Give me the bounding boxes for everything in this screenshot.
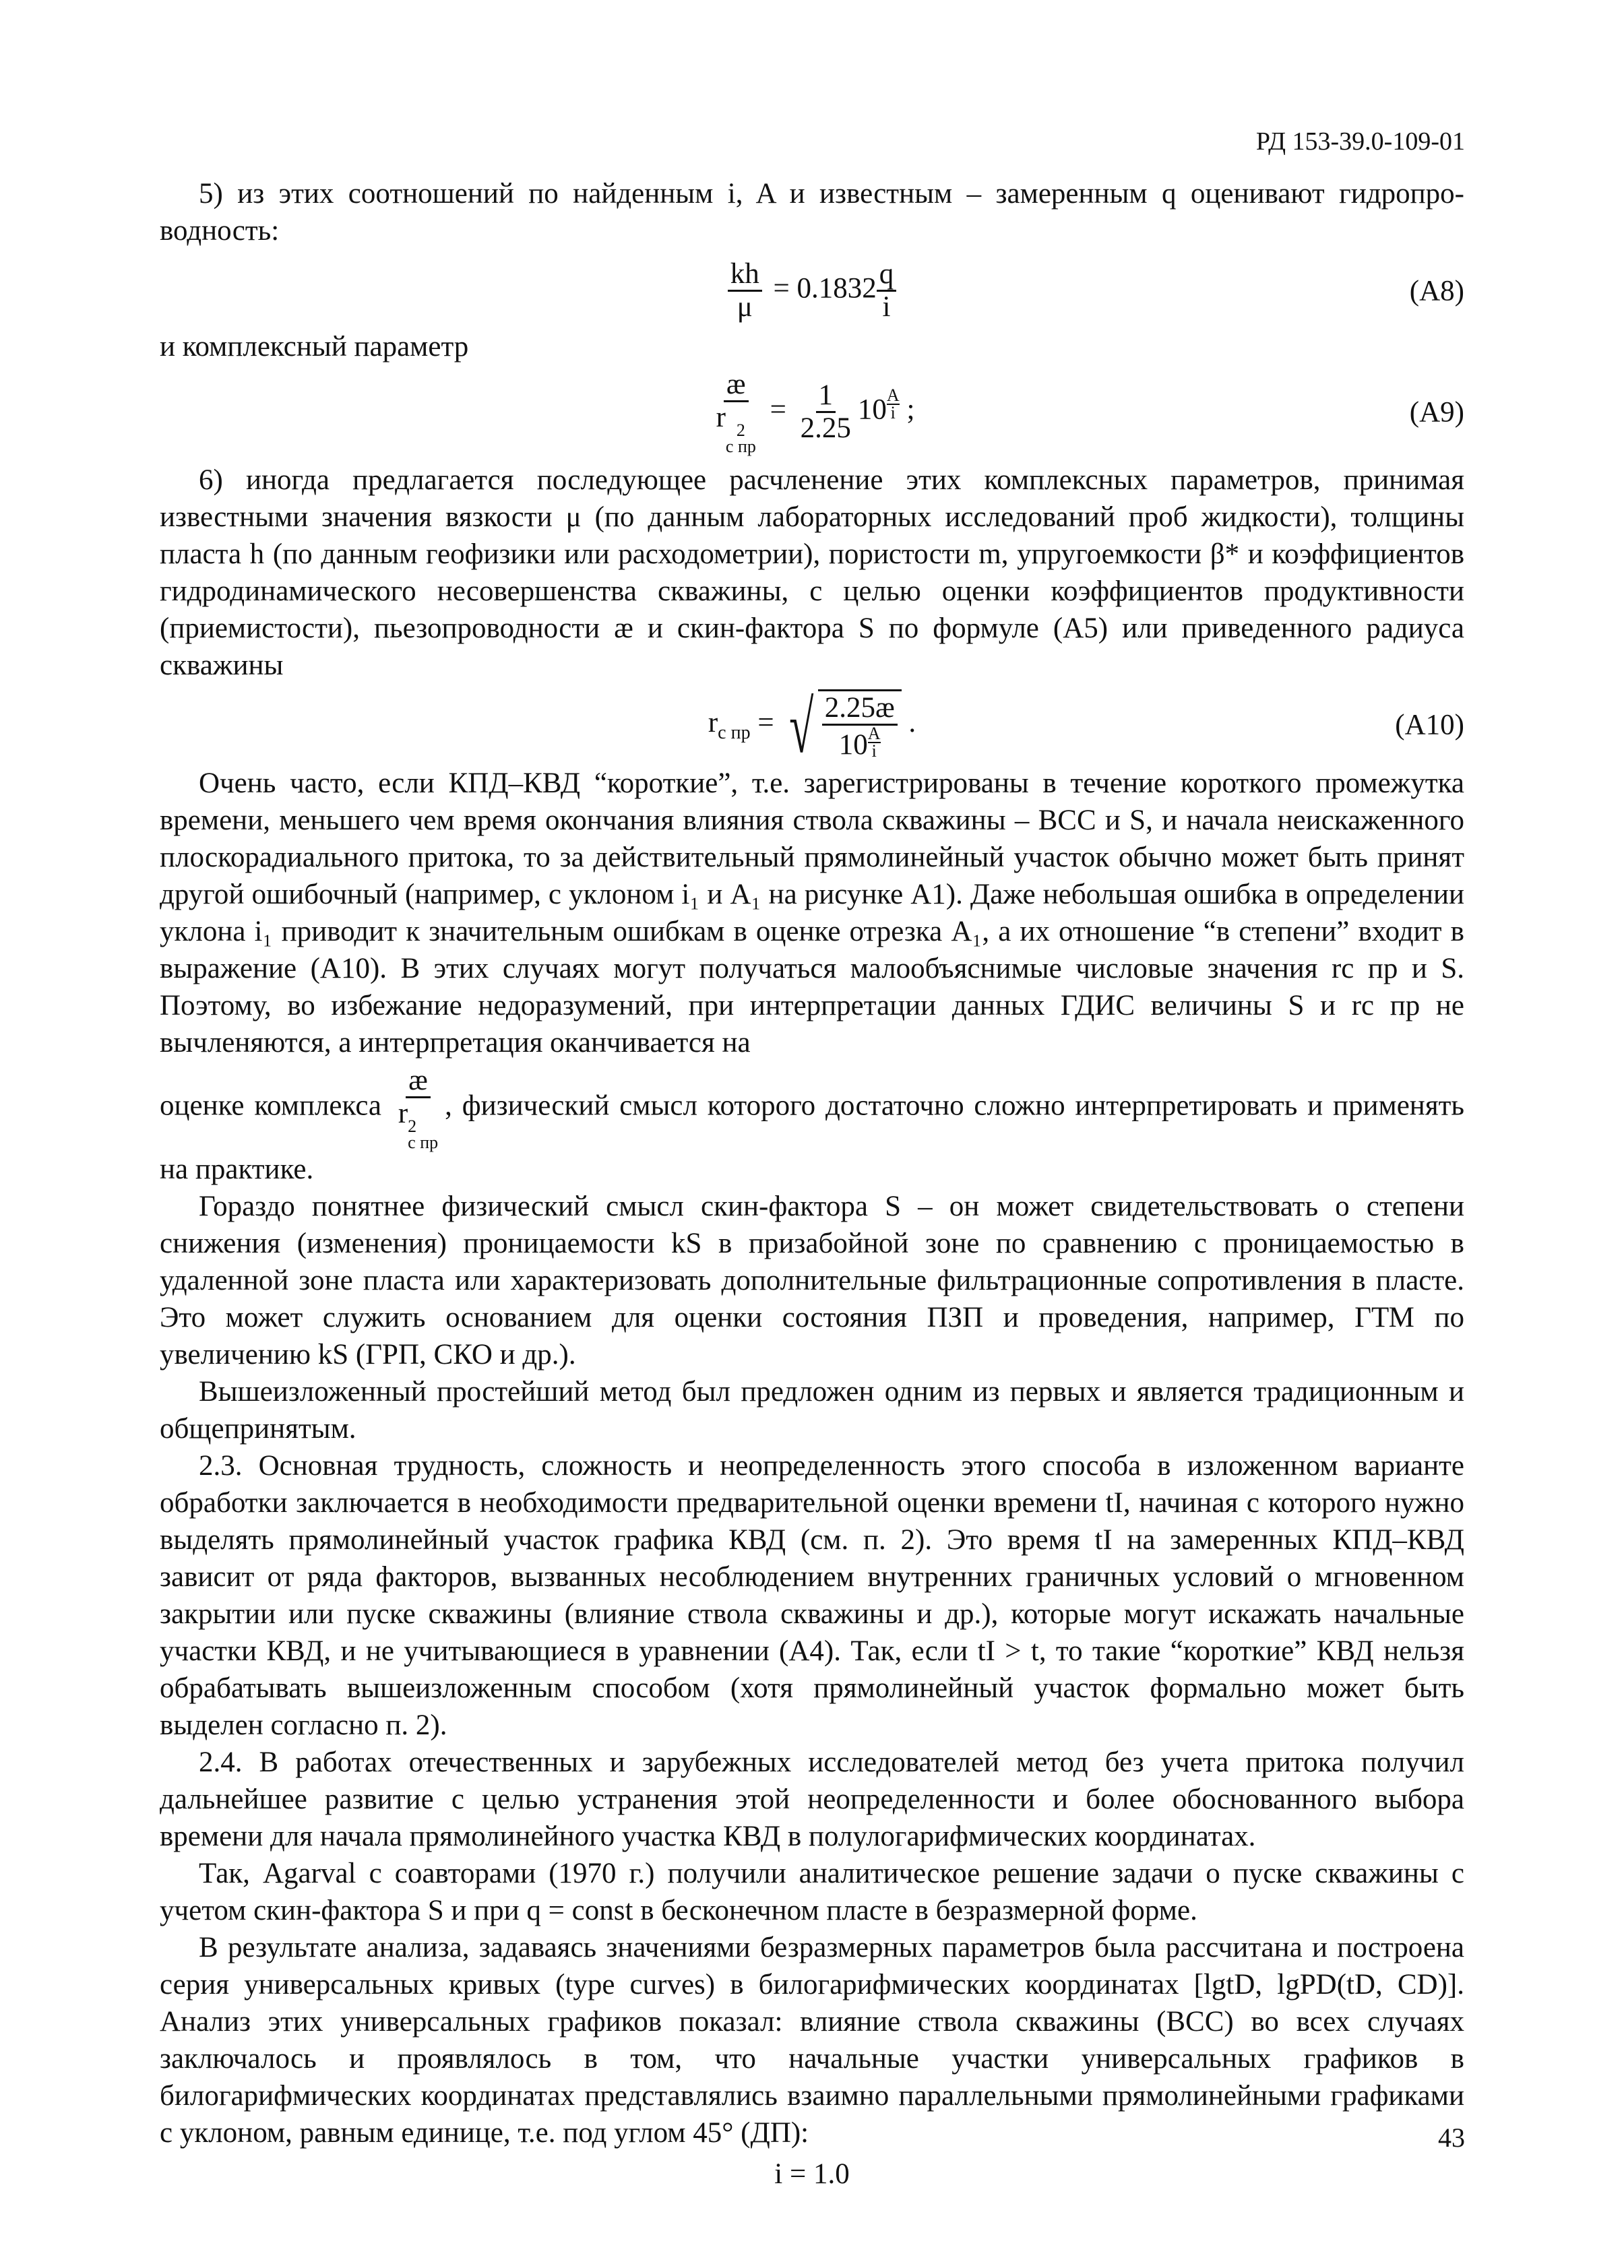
paragraph-skin-factor: Гораздо понятнее физический смысл скин-фактора S – он может свидетельствовать о степени снижения (изменения) проницаемости kS в призабойной зоне по сравнению с проницаемостью в удаленной зоне пласта или характеризовать дополнительные фильтрационные сопротивления в пласте. Это может служить основанием для оценки состояния ПЗП и проведения, например, ГТМ по увеличению kS (ГРП, СКО и др.). [160,1191,1464,1371]
equation-a9: æ r 2 с пр = $\frac{1}{2.25}$ 10 $\frac{A}{i}$ ; (А9) [160,369,1464,455]
a8-left-fraction: $\frac{kh}{\mu}$ [728,259,762,323]
square-root: √ 2.25æ 10 $\frac{A}{i}$ [781,689,901,761]
paragraph-step6: 6) иногда предлагается последующее расчленение этих комплексных параметров, принимая известными значения вязкости μ (по данным лабораторных исследований проб жидкости), толщины пласта h (по данным геофизики или расходометрии), пористости m, упругоемкости β* и коэффициентов гидродинамического несовершенства скважины, с целью оценки коэффициентов продуктивности (приемистости), пьезопроводности æ и скин-фактора S по формуле (А5) или приведенного радиуса скважины [160,464,1464,681]
a8-right-fraction: $\frac{q}{i}$ [877,259,897,323]
paragraph-2-3: 2.3. Основная трудность, сложность и неопределенность этого способа в изложенном варианте обработки заключается в необходимости предварительной оценки времени tI, начиная с которого нужно выделять прямолинейный участок графика КВД (см. п. 2). Это время tI на замеренных КПД–КВД зависит от ряда факторов, вызванных несоблюдением внутренних граничных условий о мгновенном закрытии или пуске скважины (влияние ствола скважины и др.), которые могут искажать начальные участки КВД, и не учитывающиеся в уравнении (А4). Так, если tI > t, то такие “короткие” КВД нельзя обрабатывать вышеизложенным способом (хотя прямолинейный участок формально может быть выделен согласно п. 2). [160,1450,1464,1741]
a9-left-fraction: æ r 2 с пр [716,369,756,456]
a9-exponent: $\frac{A}{i}$ [886,385,900,423]
paragraph-method-traditional: Вышеизложенный простейший метод был предложен одним из первых и является традиционным и общепринятым. [160,1376,1464,1445]
paragraph-complex-param: и комплексный параметр [160,331,469,363]
equation-number-a9: (А9) [1409,396,1464,428]
paragraph-type-curves: В результате анализа, задаваясь значениями безразмерных параметров была рассчитана и построена серия универсальных кривых (type curves) в билогарифмических координатах [lgtD, lgPD(tD, CD)]. Анализ этих универсальных графиков показал: влияние ствола скважины (ВСС) во всех случаях заключалось и проявлялось в том, что начальные участки универсальных графиков в билогарифмических координатах представлялись взаимно параллельными прямолинейными графиками с уклоном, равным единице, т.е. под углом 45° (ДП): [160,1932,1464,2149]
equation-number-a8: (А8) [1409,275,1464,307]
equation-slope: i = 1.0 [774,2158,850,2190]
a10-fraction: 2.25æ 10 $\frac{A}{i}$ [822,693,898,761]
paragraph-2-4: 2.4. В работах отечественных и зарубежных исследователей метод без учета притока получил дальнейшее развитие с целью устранения этой неопределенности и более обоснованного выбора времени для начала прямолинейного участка КВД в полулогарифмических координатах. [160,1746,1464,1852]
equation-number-a10: (А10) [1395,709,1464,741]
inline-complex-fraction: æ r 2 с пр [398,1065,439,1152]
equation-a10: $r_{с пр}$ = √ 2.25æ 10 $\frac{A}{i}$ . (А10) [708,686,1464,768]
page-number: 43 [1438,2122,1465,2153]
document-body [160,175,1464,2193]
equation-a8: $\frac{kh}{\mu}$ = 0.1832 $\frac{q}{i}$ (А8) [160,259,1464,323]
a9-mid-fraction: $\frac{1}{2.25}$ [800,379,851,444]
paragraph-short-kvd: Очень часто, если КПД–КВД “короткие”, т.е. зарегистрированы в течение короткого промежутка времени, меньшего чем время окончания влияния ствола скважины – ВСС и S, и начала неискаженного плоскорадиального притока, то за действительный прямолинейный участок обычно может быть принят другой ошибочный (например, с уклоном i₁ и A₁ на рисунке А1). Даже небольшая ошибка в определении уклона i₁ приводит к значительным ошибкам в оценке отрезка A₁, а их отношение “в степени” входит в выражение (А10). В этих случаях могут получаться малообъяснимые числовые значения rс пр и S. Поэтому, во избежание недоразумений, при интерпретации данных ГДИС величины S и rс пр не вычленяются, а интерпретация оканчивается на [160,767,1464,1059]
paragraph-step5: 5) из этих соотношений по найденным i, A и известным – замеренным q оценивают гидропроводность: [160,178,1464,247]
paragraph-agarval: Так, Agarval с соавторами (1970 г.) получили аналитическое решение задачи о пуске скважины с учетом скин-фактора S и при q = const в бесконечном пласте в безразмерной форме. [160,1858,1464,1926]
paragraph-complex-estimate: оценке комплекса æ r 2 с пр , физический смысл которого достаточно сложно интерпретировать и применять на практике. [160,1065,1464,1185]
document-code-header: РД 153-39.0-109-01 [1255,127,1465,156]
